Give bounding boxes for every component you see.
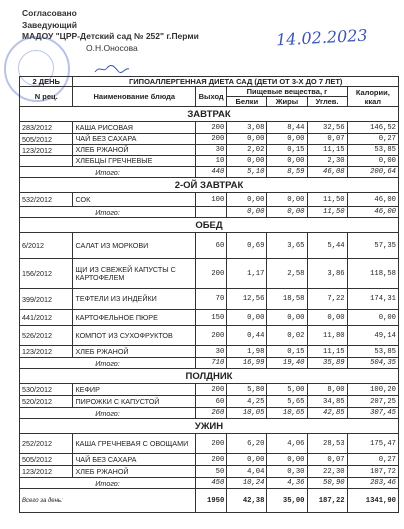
- table-row: [20, 326, 399, 346]
- table-row: [20, 193, 399, 207]
- section-header: [20, 218, 399, 233]
- total-carbs: 35,89: [307, 358, 347, 369]
- total-row: [20, 408, 399, 419]
- fat: 0,02: [267, 326, 307, 346]
- rec-number: 532/2012: [20, 193, 73, 207]
- dish-name: КЕФИР: [73, 384, 196, 396]
- calories: 146,52: [347, 122, 398, 134]
- fat: 0,15: [267, 145, 307, 156]
- carbs: 0,07: [307, 454, 347, 466]
- total-yield: 710: [196, 358, 227, 369]
- carbs: 22,30: [307, 466, 347, 478]
- protein: 0,69: [227, 233, 267, 259]
- total-label: Итого:: [20, 207, 196, 218]
- fat: 0,00: [267, 454, 307, 466]
- rec-number: 123/2012: [20, 346, 73, 358]
- total-row: [20, 358, 399, 369]
- yield: 100: [196, 193, 227, 207]
- total-fat: 0,00: [267, 207, 307, 218]
- total-protein: 0,00: [227, 207, 267, 218]
- fat: 0,00: [267, 193, 307, 207]
- total-yield: 260: [196, 408, 227, 419]
- carbs: 0,00: [307, 310, 347, 326]
- total-label: Итого:: [20, 358, 196, 369]
- protein: 4,04: [227, 466, 267, 478]
- carbs: 7,22: [307, 289, 347, 310]
- grand-total-protein: 42,38: [227, 489, 267, 513]
- total-protein: 10,05: [227, 408, 267, 419]
- yield: 10: [196, 156, 227, 167]
- rec-number: 6/2012: [20, 233, 73, 259]
- menu-body: [20, 107, 399, 513]
- table-row: [20, 259, 399, 289]
- dish-name: ЩИ ИЗ СВЕЖЕЙ КАПУСТЫ С КАРТОФЕЛЕМ: [73, 259, 196, 289]
- handwritten-signature: [94, 64, 130, 74]
- calories: 107,72: [347, 466, 398, 478]
- carbs: 32,56: [307, 122, 347, 134]
- total-protein: 16,99: [227, 358, 267, 369]
- calories: 0,27: [347, 454, 398, 466]
- dish-name: ХЛЕБ РЖАНОЙ: [73, 145, 196, 156]
- total-label: Итого:: [20, 408, 196, 419]
- col-header-kcal: Калории, ккал: [347, 87, 398, 107]
- section-title: ПОЛДНИК: [20, 369, 399, 384]
- table-row: [20, 454, 399, 466]
- table-row: [20, 310, 399, 326]
- table-row: [20, 289, 399, 310]
- protein: 0,00: [227, 193, 267, 207]
- rec-number: [20, 156, 73, 167]
- protein: 0,44: [227, 326, 267, 346]
- grand-total-yield: 1950: [196, 489, 227, 513]
- rec-number: 123/2012: [20, 466, 73, 478]
- rec-number: 441/2012: [20, 310, 73, 326]
- yield: 60: [196, 233, 227, 259]
- fat: 0,00: [267, 310, 307, 326]
- calories: 53,85: [347, 346, 398, 358]
- rec-number: 520/2012: [20, 396, 73, 408]
- carbs: 11,15: [307, 145, 347, 156]
- protein: 12,56: [227, 289, 267, 310]
- grand-total-carbs: 187,22: [307, 489, 347, 513]
- table-row: [20, 233, 399, 259]
- protein: 1,17: [227, 259, 267, 289]
- fat: 0,00: [267, 156, 307, 167]
- total-carbs: 11,50: [307, 207, 347, 218]
- col-header-rec: N рец.: [20, 87, 73, 107]
- carbs: 8,00: [307, 384, 347, 396]
- yield: 60: [196, 396, 227, 408]
- protein: 2,02: [227, 145, 267, 156]
- carbs: 5,44: [307, 233, 347, 259]
- calories: 100,20: [347, 384, 398, 396]
- dish-name: САЛАТ ИЗ МОРКОВИ: [73, 233, 196, 259]
- col-header-fat: Жиры: [267, 97, 307, 107]
- total-calories: 46,00: [347, 207, 398, 218]
- fat: 5,00: [267, 384, 307, 396]
- col-header-yield: Выход: [196, 87, 227, 107]
- day-label: 2 ДЕНЬ: [20, 77, 73, 87]
- carbs: 28,53: [307, 434, 347, 454]
- protein: 0,00: [227, 134, 267, 145]
- section-header: [20, 178, 399, 193]
- yield: 70: [196, 289, 227, 310]
- fat: 5,65: [267, 396, 307, 408]
- fat: 8,44: [267, 122, 307, 134]
- carbs: 2,30: [307, 156, 347, 167]
- dish-name: ХЛЕБ РЖАНОЙ: [73, 346, 196, 358]
- total-protein: 10,24: [227, 478, 267, 489]
- rec-number: 123/2012: [20, 145, 73, 156]
- rec-number: 252/2012: [20, 434, 73, 454]
- fat: 0,15: [267, 346, 307, 358]
- section-title: ЗАВТРАК: [20, 107, 399, 122]
- calories: 49,14: [347, 326, 398, 346]
- calories: 118,58: [347, 259, 398, 289]
- col-header-name: Наименование блюда: [73, 87, 196, 107]
- calories: 0,27: [347, 134, 398, 145]
- fat: 3,65: [267, 233, 307, 259]
- yield: 200: [196, 326, 227, 346]
- dish-name: КАША РИСОВАЯ: [73, 122, 196, 134]
- dish-name: КАША ГРЕЧНЕВАЯ С ОВОЩАМИ: [73, 434, 196, 454]
- yield: 50: [196, 466, 227, 478]
- menu-table: [19, 76, 399, 513]
- rec-number: 505/2012: [20, 454, 73, 466]
- approval-line-2: Заведующий: [22, 19, 78, 30]
- yield: 200: [196, 134, 227, 145]
- dish-name: СОК: [73, 193, 196, 207]
- fat: 4,06: [267, 434, 307, 454]
- section-title: УЖИН: [20, 419, 399, 434]
- rec-number: 283/2012: [20, 122, 73, 134]
- table-row: [20, 346, 399, 358]
- total-carbs: 46,08: [307, 167, 347, 178]
- yield: 150: [196, 310, 227, 326]
- protein: 1,98: [227, 346, 267, 358]
- total-calories: 307,45: [347, 408, 398, 419]
- yield: 30: [196, 346, 227, 358]
- protein: 0,00: [227, 454, 267, 466]
- dish-name: ПИРОЖКИ С КАПУСТОЙ: [73, 396, 196, 408]
- rec-number: 156/2012: [20, 259, 73, 289]
- total-yield: [196, 207, 227, 218]
- calories: 207,25: [347, 396, 398, 408]
- total-calories: 283,46: [347, 478, 398, 489]
- total-yield: 450: [196, 478, 227, 489]
- rec-number: 526/2012: [20, 326, 73, 346]
- table-row: [20, 145, 399, 156]
- carbs: 11,50: [307, 193, 347, 207]
- col-header-nutrients: Пищевые вещества, г: [227, 87, 347, 97]
- protein: 6,20: [227, 434, 267, 454]
- dish-name: КАРТОФЕЛЬНОЕ ПЮРЕ: [73, 310, 196, 326]
- section-header: [20, 419, 399, 434]
- total-carbs: 42,85: [307, 408, 347, 419]
- section-title: 2-ОЙ ЗАВТРАК: [20, 178, 399, 193]
- dish-name: ХЛЕБЦЫ ГРЕЧНЕВЫЕ: [73, 156, 196, 167]
- yield: 200: [196, 384, 227, 396]
- calories: 0,00: [347, 156, 398, 167]
- col-header-carbs: Углев.: [307, 97, 347, 107]
- total-fat: 8,59: [267, 167, 307, 178]
- fat: 0,30: [267, 466, 307, 478]
- protein: 4,25: [227, 396, 267, 408]
- total-carbs: 50,90: [307, 478, 347, 489]
- carbs: 34,85: [307, 396, 347, 408]
- total-row: [20, 478, 399, 489]
- handwritten-date: 14.02.2023: [275, 25, 369, 50]
- yield: 200: [196, 454, 227, 466]
- calories: 53,85: [347, 145, 398, 156]
- carbs: 3,86: [307, 259, 347, 289]
- section-header: [20, 107, 399, 122]
- dish-name: КОМПОТ ИЗ СУХОФРУКТОВ: [73, 326, 196, 346]
- table-row: [20, 122, 399, 134]
- section-header: [20, 369, 399, 384]
- approval-signatory: О.Н.Оносова: [86, 42, 138, 53]
- protein: 5,80: [227, 384, 267, 396]
- calories: 0,00: [347, 310, 398, 326]
- total-fat: 10,65: [267, 408, 307, 419]
- calories: 174,31: [347, 289, 398, 310]
- total-calories: 200,64: [347, 167, 398, 178]
- total-yield: 440: [196, 167, 227, 178]
- grand-total-label: Всего за день:: [20, 489, 196, 513]
- protein: 0,00: [227, 310, 267, 326]
- carbs: 11,80: [307, 326, 347, 346]
- total-calories: 504,35: [347, 358, 398, 369]
- carbs: 0,07: [307, 134, 347, 145]
- rec-number: 505/2012: [20, 134, 73, 145]
- calories: 175,47: [347, 434, 398, 454]
- table-row: [20, 396, 399, 408]
- grand-total-row: [20, 489, 399, 513]
- grand-total-fat: 35,00: [267, 489, 307, 513]
- total-fat: 19,40: [267, 358, 307, 369]
- dish-name: ТЕФТЕЛИ ИЗ ИНДЕЙКИ: [73, 289, 196, 310]
- dish-name: ХЛЕБ РЖАНОЙ: [73, 466, 196, 478]
- calories: 46,00: [347, 193, 398, 207]
- section-title: ОБЕД: [20, 218, 399, 233]
- grand-total-calories: 1341,90: [347, 489, 398, 513]
- rec-number: 530/2012: [20, 384, 73, 396]
- yield: 200: [196, 259, 227, 289]
- table-row: [20, 466, 399, 478]
- fat: 0,00: [267, 134, 307, 145]
- total-row: [20, 167, 399, 178]
- fat: 18,58: [267, 289, 307, 310]
- carbs: 11,15: [307, 346, 347, 358]
- protein: 0,00: [227, 156, 267, 167]
- approval-line-3: МАДОУ "ЦРР-Детский сад № 252" г.Перми: [22, 31, 199, 41]
- yield: 30: [196, 145, 227, 156]
- total-fat: 4,36: [267, 478, 307, 489]
- total-protein: 5,10: [227, 167, 267, 178]
- calories: 57,35: [347, 233, 398, 259]
- fat: 2,58: [267, 259, 307, 289]
- dish-name: ЧАЙ БЕЗ САХАРА: [73, 454, 196, 466]
- total-label: Итого:: [20, 478, 196, 489]
- table-row: [20, 384, 399, 396]
- total-row: [20, 207, 399, 218]
- approval-line-1: Согласовано: [22, 8, 77, 18]
- yield: 200: [196, 122, 227, 134]
- table-row: [20, 134, 399, 145]
- rec-number: 399/2012: [20, 289, 73, 310]
- total-label: Итого:: [20, 167, 196, 178]
- yield: 200: [196, 434, 227, 454]
- table-row: [20, 434, 399, 454]
- col-header-protein: Белки: [227, 97, 267, 107]
- dish-name: ЧАЙ БЕЗ САХАРА: [73, 134, 196, 145]
- table-row: [20, 156, 399, 167]
- menu-title: ГИПОАЛЛЕРГЕННАЯ ДИЕТА САД (ДЕТИ ОТ 3-Х ДО 7 ЛЕТ): [73, 77, 399, 87]
- protein: 3,08: [227, 122, 267, 134]
